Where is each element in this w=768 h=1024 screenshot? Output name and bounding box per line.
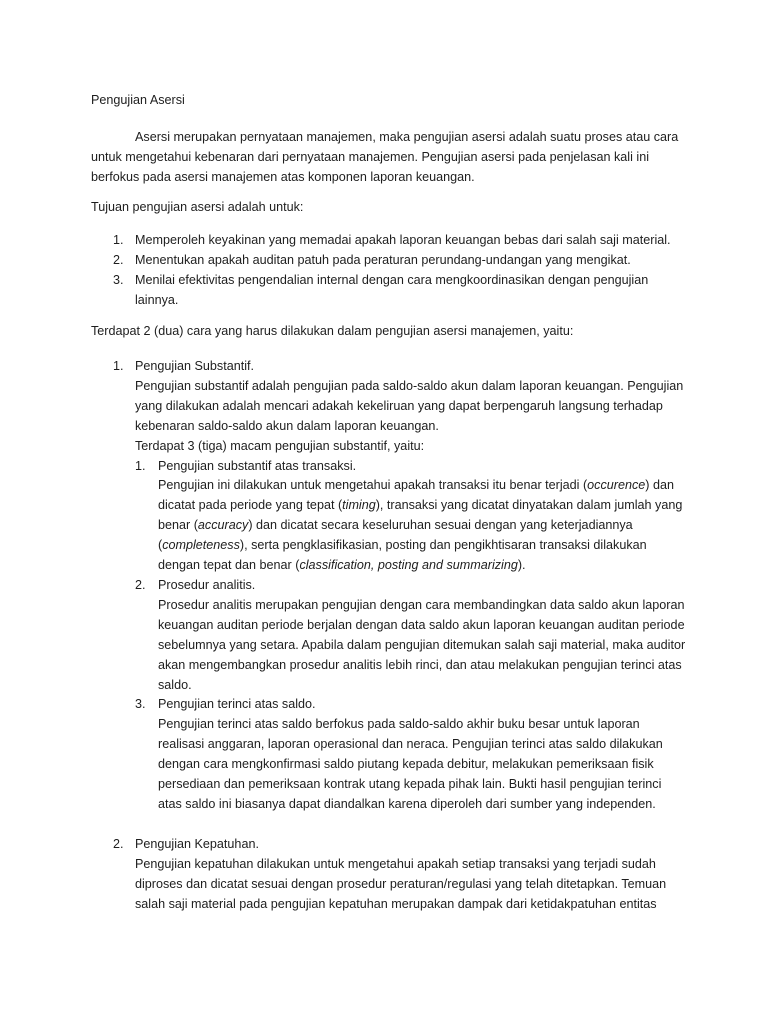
sub2-description: Prosedur analitis merupakan pengujian dengan cara membandingkan data saldo akun laporan keuangan auditan periode berjalan dengan data saldo akun laporan keuangan auditan periode sebelumnya yang setara. Apabila dalam pengujian ditemukan salah saji material, maka auditor akan mengembangkan prosedur analitis lebih rinci, dan atau melakukan pengujian terinci atas saldo. bbox=[158, 597, 686, 692]
document-title: Pengujian Asersi bbox=[91, 93, 185, 107]
intro-paragraph: Asersi merupakan pernyataan manajemen, maka pengujian asersi adalah suatu proses atau cara untuk mengetahui kebenaran dari pernyataan manajemen. Pengujian asersi pada penjelasan kali ini berfokus pada asersi manajemen atas komponen laporan keuangan. bbox=[91, 130, 679, 184]
tujuan-list bbox=[91, 231, 687, 311]
text-segment: ), serta pengklasifikasian, posting dan pengikhtisaran transaksi dilakukan dengan tepat dan benar ( bbox=[158, 538, 647, 573]
italic-term: timing bbox=[342, 498, 376, 513]
text-segment: ) dan dicatat pada periode yang tepat ( bbox=[158, 478, 674, 513]
sub1-description bbox=[158, 476, 687, 576]
text-segment: ). bbox=[517, 558, 526, 573]
sublist-item bbox=[135, 457, 687, 576]
sub2-title: Prosedur analitis. bbox=[158, 577, 256, 592]
substantif-macam: Terdapat 3 (tiga) macam pengujian substantif, yaitu: bbox=[135, 438, 425, 453]
italic-term: occurence bbox=[587, 478, 646, 493]
list-number: 1. bbox=[113, 359, 124, 373]
italic-term: completeness bbox=[162, 538, 240, 553]
sublist-item bbox=[135, 695, 687, 814]
sub1-title: Pengujian substantif atas transaksi. bbox=[158, 458, 357, 473]
list-number: 2. bbox=[113, 837, 124, 851]
substantif-section bbox=[91, 357, 687, 815]
sublist-number: 1. bbox=[135, 458, 146, 473]
kepatuhan-title: Pengujian Kepatuhan. bbox=[135, 837, 259, 851]
sublist-number: 2. bbox=[135, 577, 146, 592]
kepatuhan-section bbox=[91, 835, 687, 915]
kepatuhan-list bbox=[91, 835, 687, 915]
text-segment: ), transaksi yang dicatat dinyatakan dalam jumlah yang benar ( bbox=[158, 498, 683, 533]
list-number: 1. bbox=[113, 233, 124, 247]
substantif-sublist bbox=[135, 457, 687, 815]
text-segment: Pengujian ini dilakukan untuk mengetahui apakah transaksi itu benar terjadi ( bbox=[158, 478, 588, 493]
list-item-text: Menentukan apakah auditan patuh pada peraturan perundang-undangan yang mengikat. bbox=[135, 252, 631, 267]
list-item-text: Menilai efektivitas pengendalian internal dengan cara mengkoordinasikan dengan pengujian lainnya. bbox=[135, 272, 649, 307]
list-item-text: Memperoleh keyakinan yang memadai apakah laporan keuangan bebas dari salah saji material. bbox=[135, 233, 671, 247]
tujuan-heading: Tujuan pengujian asersi adalah untuk: bbox=[91, 200, 304, 214]
list-item bbox=[91, 271, 687, 311]
cara-heading: Terdapat 2 (dua) cara yang harus dilakukan dalam pengujian asersi manajemen, yaitu: bbox=[91, 324, 574, 338]
italic-term: accuracy bbox=[197, 518, 249, 533]
italic-term: classification, posting and summarizing bbox=[299, 558, 518, 573]
list-number: 2. bbox=[113, 252, 124, 267]
sublist-number: 3. bbox=[135, 697, 146, 712]
list-item bbox=[91, 251, 687, 271]
kepatuhan-description: Pengujian kepatuhan dilakukan untuk mengetahui apakah setiap transaksi yang terjadi sudah diproses dan dicatat sesuai dengan prosedur peraturan/regulasi yang telah ditetapkan. Temuan salah saji material pada pengujian kepatuhan merupakan dampak dari ketidakpatuhan entitas bbox=[135, 856, 667, 911]
sub3-description: Pengujian terinci atas saldo berfokus pada saldo-saldo akhir buku besar untuk laporan realisasi anggaran, laporan operasional dan neraca. Pengujian terinci atas saldo dilakukan dengan cara mengkonfirmasi saldo piutang kepada debitur, melakukan pemeriksaan fisik persediaan dan pemeriksaan kontrak utang kepada pihak lain. Bukti hasil pengujian terinci atas saldo ini biasanya dapat diandalkan karena diperoleh dari sumber yang independen. bbox=[158, 717, 663, 811]
list-number: 3. bbox=[113, 272, 124, 287]
cara-list bbox=[91, 357, 687, 815]
substantif-title: Pengujian Substantif. bbox=[135, 359, 255, 373]
list-item bbox=[91, 231, 687, 251]
text-segment: ) dan dicatat secara keseluruhan sesuai dengan yang keterjadiannya ( bbox=[158, 518, 633, 553]
substantif-description: Pengujian substantif adalah pengujian pada saldo-saldo akun dalam laporan keuangan. Pengujian yang dilakukan adalah mencari adakah kekeliruan yang dapat berpengaruh langsung terhadap kebenaran saldo-saldo akun dalam laporan keuangan. bbox=[135, 378, 684, 433]
sublist-item bbox=[135, 576, 687, 695]
sub3-title: Pengujian terinci atas saldo. bbox=[158, 697, 316, 712]
